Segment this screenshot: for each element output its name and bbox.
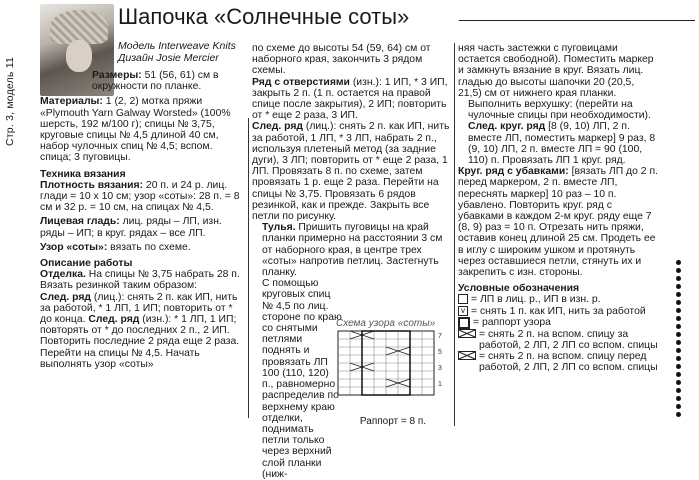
round-row: След. круг. ряд [8 (9, 10) ЛП, 2 п. вместе ЛП, поместить маркер] 9 раз, 8 (9, 10) ЛП, 2 п. вместе ЛП = 90 (100, 110) п. Провязать ЛП 1 круг. ряд. xyxy=(468,121,656,167)
pattern: Узор «соты»: вязать по схеме. xyxy=(40,241,191,253)
tulle: Тулья. Пришить пуговицы на край планки примерно на расстоянии 3 см от наборного края, в центре трех «соты» напротив петлиц. Застегнуть планку. xyxy=(262,222,443,279)
chart-crosses xyxy=(350,331,410,387)
svg-text:7: 7 xyxy=(438,333,442,340)
hat-image xyxy=(50,10,108,44)
sizes: Размеры: 51 (56, 61) см в окружности по планке. xyxy=(92,70,219,93)
col2-p1: по схеме до высоты 54 (59, 64) см от наборного края, закончить 3 рядом схемы. xyxy=(252,43,431,77)
chart-title: Схема узора «соты» xyxy=(336,318,436,329)
col3-p1: няя часть застежки с пуговицами остается свободной). Поместить маркер и замкнуть вязание в круг. Вязать лиц. гладью до высоты шапочки 20 (20,5, 21,5) см от нижнего края планки. xyxy=(458,43,654,99)
chart-grid xyxy=(336,329,450,411)
chart-row-labels xyxy=(438,333,442,388)
decrease-row: Круг. ряд с убавками: [вязать ЛП до 2 п. перед маркером, 2 п. вместе ЛП, переснять маркер] 10 раз – 10 п. убавлено. Повторить круг. ряд с убавками в каждом 2-м круг. ряду еще 7 (8, 9) раз = 10 п. Отрезать нить пряжи, оставив конец длиной 25 см. Продеть ее в иглу с широким ушком и протянуть через оставшиеся петли, стянуть их и закрепить с изн. стороны. xyxy=(458,166,658,279)
credits xyxy=(118,40,236,64)
svg-text:5: 5 xyxy=(438,349,442,356)
tech-title: Техника вязания xyxy=(40,168,126,180)
bold-square-icon xyxy=(458,317,470,329)
column-1 xyxy=(40,70,246,370)
col3-p2: Выполнить верхушку: (перейти на чулочные спицы при необходимости). xyxy=(468,99,651,122)
legend-item: = ЛП в лиц. р., ИП в изн. р. xyxy=(458,294,658,305)
column-divider-1 xyxy=(248,118,249,418)
edge-dots xyxy=(676,260,684,420)
svg-text:3: 3 xyxy=(438,365,442,372)
next-row: След. ряд (лиц.): снять 2 п. как ИП, нить за работой, 1 ЛП, * 3 ЛП, набрать 2 п., используя плетеный метод (за задние дуги), 3 ЛП; повторить от * еще 2 раза, 1 ЛП. Провязать 8 п. по схеме, затем провязать 1 р. еще 2 раза. Перейти на спицы № 3,75. Провязать 6 рядов резинкой, как и прежде. Закрыть все петли по рисунку. xyxy=(252,121,450,223)
legend-item: = снять 2 п. на вспом. спицу перед работой, 2 ЛП, 2 ЛП со вспом. спицы xyxy=(458,351,658,373)
row-1: След. ряд (лиц.): снять 2 п. как ИП, нить за работой, * 1 ЛП, 1 ИП; повторить от * до конца. След. ряд (изн.): * 1 ЛП, 1 ИП; повторять от * до последних 2 п., 2 ИП. Повторить последние 2 ряда еще 2 раза. Перейти на спицы № 4,5. Начать выполнять узор «соты» xyxy=(40,291,240,370)
density: Плотность вязания: 20 п. и 24 р. лиц. глади = 10 х 10 см; узор «соты»: 28 п. = 8 см и 32 р. = 10 см, на спицах № 4,5. xyxy=(40,179,240,214)
svg-text:1: 1 xyxy=(438,381,442,388)
empty-square-icon xyxy=(458,294,468,304)
work-title: Описание работы xyxy=(40,258,133,270)
column-3 xyxy=(458,43,658,374)
stockinette: Лицевая гладь: лиц. ряды – ЛП, изн. ряды – ИП; в круг. рядах – все ЛП. xyxy=(40,216,222,239)
page-title: Шапочка «Солнечные соты» xyxy=(118,4,410,29)
cross-right-icon xyxy=(458,351,476,360)
cross-left-icon xyxy=(458,329,476,338)
legend-title: Условные обозначения xyxy=(458,283,580,295)
credit-design: Дизайн Josie Mercier xyxy=(118,52,219,64)
column-divider-2 xyxy=(454,43,455,426)
materials: Материалы: 1 (2, 2) мотка пряжи «Plymouth Yarn Galway Worsted» (100% шерсть, 192 м/100 г); спицы № 3,75, круговые спицы № 4,5 длиной 40 см, набор чулочных спиц № 4,5; вспом. спица; 3 пуговицы. xyxy=(40,96,231,164)
side-caption: Стр. 3, модель 11 xyxy=(4,57,16,146)
pattern-chart xyxy=(336,318,450,426)
credit-model: Модель Interweave Knits xyxy=(118,40,236,52)
legend-item: = снять 2 п. на вспом. спицу за работой, 2 ЛП, 2 ЛП со вспом. спицы xyxy=(458,329,658,351)
v-square-icon: v xyxy=(458,306,468,316)
band: Отделка. На спицы № 3,75 набрать 28 п. Вязать резинкой таким образом: xyxy=(40,269,240,292)
title-rule xyxy=(459,20,695,21)
chart-cells xyxy=(338,331,434,395)
face-image xyxy=(66,40,92,72)
col2-p4: С помощью круговых спиц № 4,5 по лиц. стороне по краю со снятыми петлями поднять и провязать ЛП 100 (110, 120) п., равномерно распределив по верхнему краю отделки, поднимать петли только через верхний слой планки (ниж- xyxy=(262,278,342,480)
chart-repeat-label: Раппорт = 8 п. xyxy=(359,416,427,427)
legend-item: = раппорт узора xyxy=(458,317,658,329)
legend-item: v = снять 1 п. как ИП, нить за работой xyxy=(458,306,658,317)
holes-row: Ряд с отверстиями (изн.): 1 ИП, * 3 ИП, закрыть 2 п. (1 п. остается на правой спице после закрытия), 2 ИП; повторить от * еще 2 раза, 3 ИП. xyxy=(252,76,448,122)
